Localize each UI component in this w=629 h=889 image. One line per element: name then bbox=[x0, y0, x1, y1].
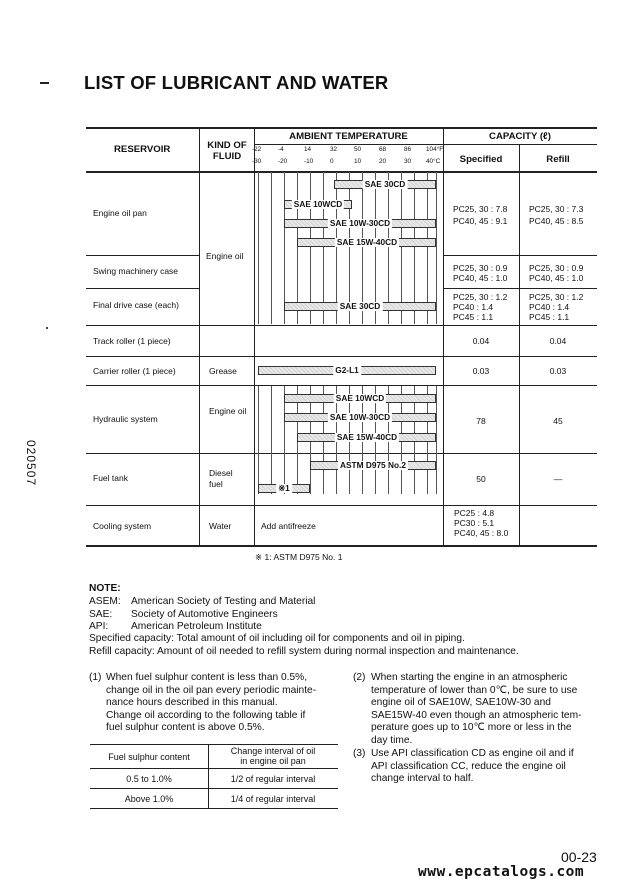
celsius-tick-label: 20 bbox=[379, 158, 387, 165]
refill-fuel-tank: — bbox=[553, 474, 563, 484]
refill-hydraulic: 45 bbox=[553, 416, 563, 426]
fahrenheit-tick-label: 68 bbox=[379, 146, 387, 153]
temperature-gridline bbox=[258, 386, 259, 494]
fluid-hydraulic-engine-oil: Engine oil bbox=[209, 406, 247, 416]
para1-number: (1) bbox=[89, 672, 102, 683]
sulphur-row2-interval: 1/4 of regular interval bbox=[230, 794, 316, 804]
bar-label: SAE 10W-30CD bbox=[329, 218, 391, 228]
header-kind-of-fluid: KIND OF FLUID bbox=[207, 140, 247, 162]
para2-number: (2) bbox=[353, 672, 366, 683]
fahrenheit-tick-label: 50 bbox=[354, 146, 362, 153]
specified-cooling bbox=[454, 508, 508, 538]
side-code: 020507 bbox=[24, 440, 38, 487]
header-line: Change interval of oil bbox=[230, 746, 316, 756]
note-api-text: American Petroleum Institute bbox=[131, 621, 262, 632]
para1-line: Change oil according to the following table if bbox=[106, 709, 306, 721]
header-capacity: CAPACITY (ℓ) bbox=[489, 131, 551, 142]
watermark-url[interactable]: www.epcatalogs.com bbox=[418, 864, 585, 880]
capacity-line: PC40, 45 : 1.0 bbox=[453, 273, 508, 283]
celsius-tick-label: 10 bbox=[354, 158, 362, 165]
para2-line: SAE15W-40 even though an atmospheric tem- bbox=[371, 709, 582, 721]
specified-carrier-roller: 0.03 bbox=[472, 366, 490, 376]
para2-line: perature goes up to 10℃ more or less in the bbox=[371, 722, 572, 734]
header-ambient-temperature: AMBIENT TEMPERATURE bbox=[289, 131, 408, 142]
page-number: 00-23 bbox=[561, 849, 597, 865]
temperature-gridline bbox=[271, 172, 272, 324]
note-heading: NOTE: bbox=[89, 583, 121, 594]
para2-body bbox=[371, 672, 603, 748]
note-asem-text: American Society of Testing and Material bbox=[131, 596, 316, 607]
fahrenheit-tick-label: -22 bbox=[252, 146, 262, 153]
reservoir-track-roller: Track roller (1 piece) bbox=[93, 336, 171, 346]
capacity-line: PC40, 45 : 9.1 bbox=[453, 216, 508, 226]
para3-body bbox=[371, 748, 603, 786]
note-sae-text: Society of Automotive Engineers bbox=[131, 609, 278, 620]
refill-carrier-roller: 0.03 bbox=[549, 366, 567, 376]
specified-final-drive bbox=[453, 292, 507, 322]
refill-swing bbox=[529, 263, 583, 283]
fluid-engine-oil: Engine oil bbox=[206, 251, 244, 261]
header-line: in engine oil pan bbox=[240, 756, 306, 766]
sulphur-header-interval bbox=[208, 746, 338, 766]
capacity-line: PC40, 45 : 1.0 bbox=[529, 273, 584, 283]
header-specified: Specified bbox=[459, 154, 503, 165]
bar-label: SAE 15W-40CD bbox=[336, 432, 398, 442]
refill-engine-oil-pan bbox=[529, 203, 583, 227]
sulphur-row1-interval: 1/2 of regular interval bbox=[230, 774, 316, 784]
specified-track-roller: 0.04 bbox=[472, 336, 490, 346]
header-refill: Refill bbox=[546, 154, 570, 165]
temperature-gridline bbox=[436, 172, 437, 324]
note-asem-abbr: ASEM: bbox=[89, 596, 121, 607]
sulphur-header-content: Fuel sulphur content bbox=[108, 752, 190, 762]
capacity-line: PC25, 30 : 0.9 bbox=[529, 263, 584, 273]
sulphur-row1-content: 0.5 to 1.0% bbox=[126, 774, 172, 784]
fahrenheit-tick-label: -4 bbox=[278, 146, 284, 153]
refill-final-drive bbox=[529, 292, 583, 322]
celsius-tick-label: -20 bbox=[278, 158, 288, 165]
capacity-line: PC25, 30 : 0.9 bbox=[453, 263, 508, 273]
reservoir-carrier-roller: Carrier roller (1 piece) bbox=[93, 366, 176, 376]
note-sae-abbr: SAE: bbox=[89, 609, 113, 620]
para1-body bbox=[106, 672, 342, 735]
sulphur-table bbox=[90, 744, 340, 810]
bar-label: SAE 15W-40CD bbox=[336, 237, 398, 247]
celsius-tick-label: 40°C bbox=[426, 158, 441, 165]
table-footnote: ※ 1: ASTM D975 No. 1 bbox=[255, 552, 343, 562]
bar-label: SAE 30CD bbox=[364, 179, 406, 189]
capacity-line: PC40, 45 : 8.0 bbox=[454, 528, 509, 538]
para2-line: When starting the engine in an atmospheric bbox=[371, 672, 568, 683]
capacity-line: PC45 : 1.1 bbox=[453, 312, 494, 322]
specified-engine-oil-pan bbox=[453, 203, 507, 227]
refill-track-roller: 0.04 bbox=[549, 336, 567, 346]
capacity-line: PC25, 30 : 7.8 bbox=[453, 204, 508, 214]
fluid-grease: Grease bbox=[209, 366, 237, 376]
celsius-tick-label: -30 bbox=[252, 158, 262, 165]
capacity-line: PC25, 30 : 7.3 bbox=[529, 204, 584, 214]
reservoir-engine-oil-pan: Engine oil pan bbox=[93, 208, 147, 218]
bar-label: ASTM D975 No.2 bbox=[340, 460, 406, 470]
reservoir-hydraulic-system: Hydraulic system bbox=[93, 414, 158, 424]
reservoir-swing-machinery-case: Swing machinery case bbox=[93, 266, 179, 276]
para3-line: Use API classification CD as engine oil and if bbox=[371, 748, 574, 759]
capacity-line: PC25, 30 : 1.2 bbox=[529, 292, 584, 302]
para1-line: fuel sulphur content is above 0.5%. bbox=[106, 722, 265, 734]
bar-label: SAE 30CD bbox=[339, 301, 381, 311]
fluid-diesel-fuel: Diesel fuel bbox=[209, 468, 233, 489]
fahrenheit-tick-label: 86 bbox=[404, 146, 412, 153]
sulphur-row2-content: Above 1.0% bbox=[124, 794, 174, 804]
para2-line: day time. bbox=[371, 734, 413, 746]
capacity-line: PC40 : 1.4 bbox=[529, 302, 570, 312]
capacity-line: PC25, 30 : 1.2 bbox=[453, 292, 508, 302]
page-title: LIST OF LUBRICANT AND WATER bbox=[84, 72, 389, 93]
para1-line: change oil in the oil pan every periodic mainte- bbox=[106, 684, 317, 696]
para3-number: (3) bbox=[353, 748, 366, 759]
temperature-gridline bbox=[271, 386, 272, 494]
para2-line: engine oil of SAE10W, SAE10W-30 and bbox=[371, 697, 551, 709]
fahrenheit-tick-label: 104°F bbox=[426, 146, 444, 153]
para2-line: temperature of lower than 0℃, be sure to use bbox=[371, 684, 578, 696]
capacity-line: PC40, 45 : 8.5 bbox=[529, 216, 584, 226]
celsius-tick-label: -10 bbox=[304, 158, 314, 165]
capacity-line: PC25 : 4.8 bbox=[454, 508, 495, 518]
header-reservoir: RESERVOIR bbox=[114, 144, 171, 155]
para1-line: When fuel sulphur content is less than 0.5%, bbox=[106, 672, 308, 683]
reservoir-cooling-system: Cooling system bbox=[93, 521, 152, 531]
reservoir-final-drive-case: Final drive case (each) bbox=[93, 300, 179, 310]
temperature-gridline bbox=[258, 172, 259, 324]
specified-swing bbox=[453, 263, 507, 283]
bar-label: SAE 10WCD bbox=[293, 199, 343, 209]
fahrenheit-tick-label: 32 bbox=[330, 146, 338, 153]
bar-label: SAE 10W-30CD bbox=[329, 412, 391, 422]
bar-label: G2-L1 bbox=[335, 365, 359, 375]
celsius-tick-label: 0 bbox=[330, 158, 334, 165]
para3-line: change interval to half. bbox=[371, 773, 474, 785]
specified-fuel-tank: 50 bbox=[476, 474, 486, 484]
fahrenheit-tick-label: 14 bbox=[304, 146, 312, 153]
para3-line: API classification CC, reduce the engine oil bbox=[371, 760, 566, 772]
capacity-line: PC40 : 1.4 bbox=[453, 302, 494, 312]
note-api-abbr: API: bbox=[89, 621, 109, 632]
para1-line: nance hours described in this manual. bbox=[106, 697, 278, 709]
capacity-line: PC30 : 5.1 bbox=[454, 518, 495, 528]
temperature-gridline bbox=[436, 386, 437, 494]
capacity-line: PC45 : 1.1 bbox=[529, 312, 570, 322]
bar-label: SAE 10WCD bbox=[335, 393, 385, 403]
celsius-tick-label: 30 bbox=[404, 158, 412, 165]
bar-label: ※1 bbox=[278, 483, 290, 493]
note-specified-capacity: Specified capacity: Total amount of oil including oil for components and oil in piping. bbox=[89, 633, 465, 644]
specified-hydraulic: 78 bbox=[476, 416, 486, 426]
reservoir-fuel-tank: Fuel tank bbox=[93, 473, 128, 483]
cooling-add-antifreeze: Add antifreeze bbox=[261, 521, 316, 531]
fluid-water: Water bbox=[209, 521, 232, 531]
note-refill-capacity: Refill capacity: Amount of oil needed to refill system during normal inspection and maintenance. bbox=[89, 646, 519, 657]
